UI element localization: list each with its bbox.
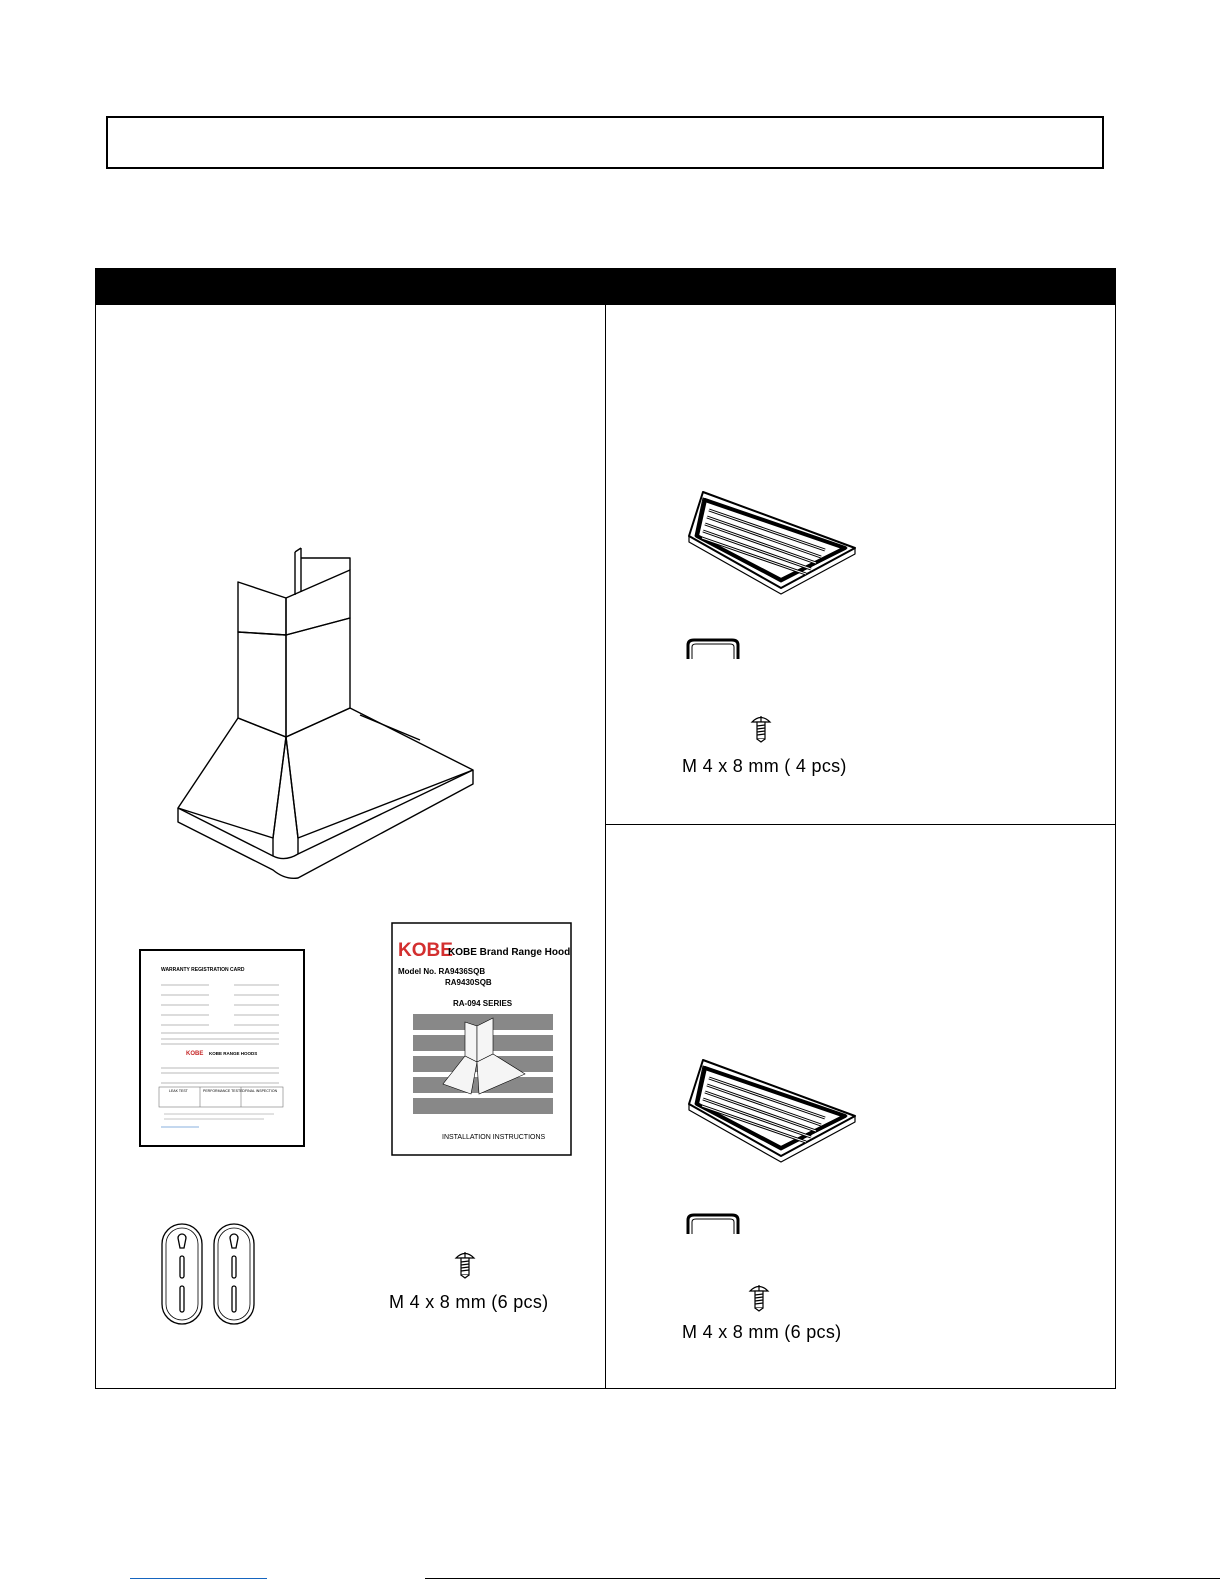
main-screw-label: M 4 x 8 mm (6 pcs) xyxy=(389,1292,549,1312)
screw-icon xyxy=(454,1249,476,1279)
warranty-card-illustration xyxy=(139,949,305,1147)
manual-model-label: Model No. RA9436SQB xyxy=(398,967,486,976)
footer-rule xyxy=(425,1578,1220,1579)
table-header-bar xyxy=(95,268,1116,305)
kit-a-screw-label: M 4 x 8 mm ( 4 pcs) xyxy=(682,756,847,776)
warranty-col-3: FINAL INSPECTION xyxy=(245,1089,278,1093)
mounting-brackets-illustration xyxy=(158,1222,268,1326)
warranty-card-brand: KOBE xyxy=(186,1051,204,1057)
column-divider xyxy=(605,305,606,1389)
manual-series: RA-094 SERIES xyxy=(453,999,513,1008)
manual-logo: KOBE xyxy=(398,940,453,961)
manual-model-alt: RA9430SQB xyxy=(445,978,492,987)
manual-footer: INSTALLATION INSTRUCTIONS xyxy=(442,1134,546,1141)
filter-handle-icon xyxy=(684,1212,742,1236)
range-hood-illustration xyxy=(160,540,490,900)
kit-b-screw-label: M 4 x 8 mm (6 pcs) xyxy=(682,1322,842,1342)
footer-link-underline xyxy=(130,1578,267,1579)
charcoal-filter-illustration xyxy=(685,1058,865,1168)
charcoal-filter-illustration xyxy=(685,490,865,600)
installation-manual-illustration xyxy=(391,922,572,1156)
screw-icon xyxy=(750,713,772,743)
manual-brand-line: KOBE Brand Range Hood xyxy=(448,947,571,958)
title-box xyxy=(106,116,1104,169)
warranty-card-title: WARRANTY REGISTRATION CARD xyxy=(161,967,245,973)
warranty-card-brand-line: KOBE RANGE HOODS xyxy=(209,1051,258,1056)
filter-handle-icon xyxy=(684,637,742,661)
warranty-col-2: PERFORMANCE TESTED xyxy=(203,1089,245,1093)
row-divider xyxy=(605,824,1116,825)
screw-icon xyxy=(748,1282,770,1312)
warranty-col-1: LEAK TEST xyxy=(169,1089,188,1093)
